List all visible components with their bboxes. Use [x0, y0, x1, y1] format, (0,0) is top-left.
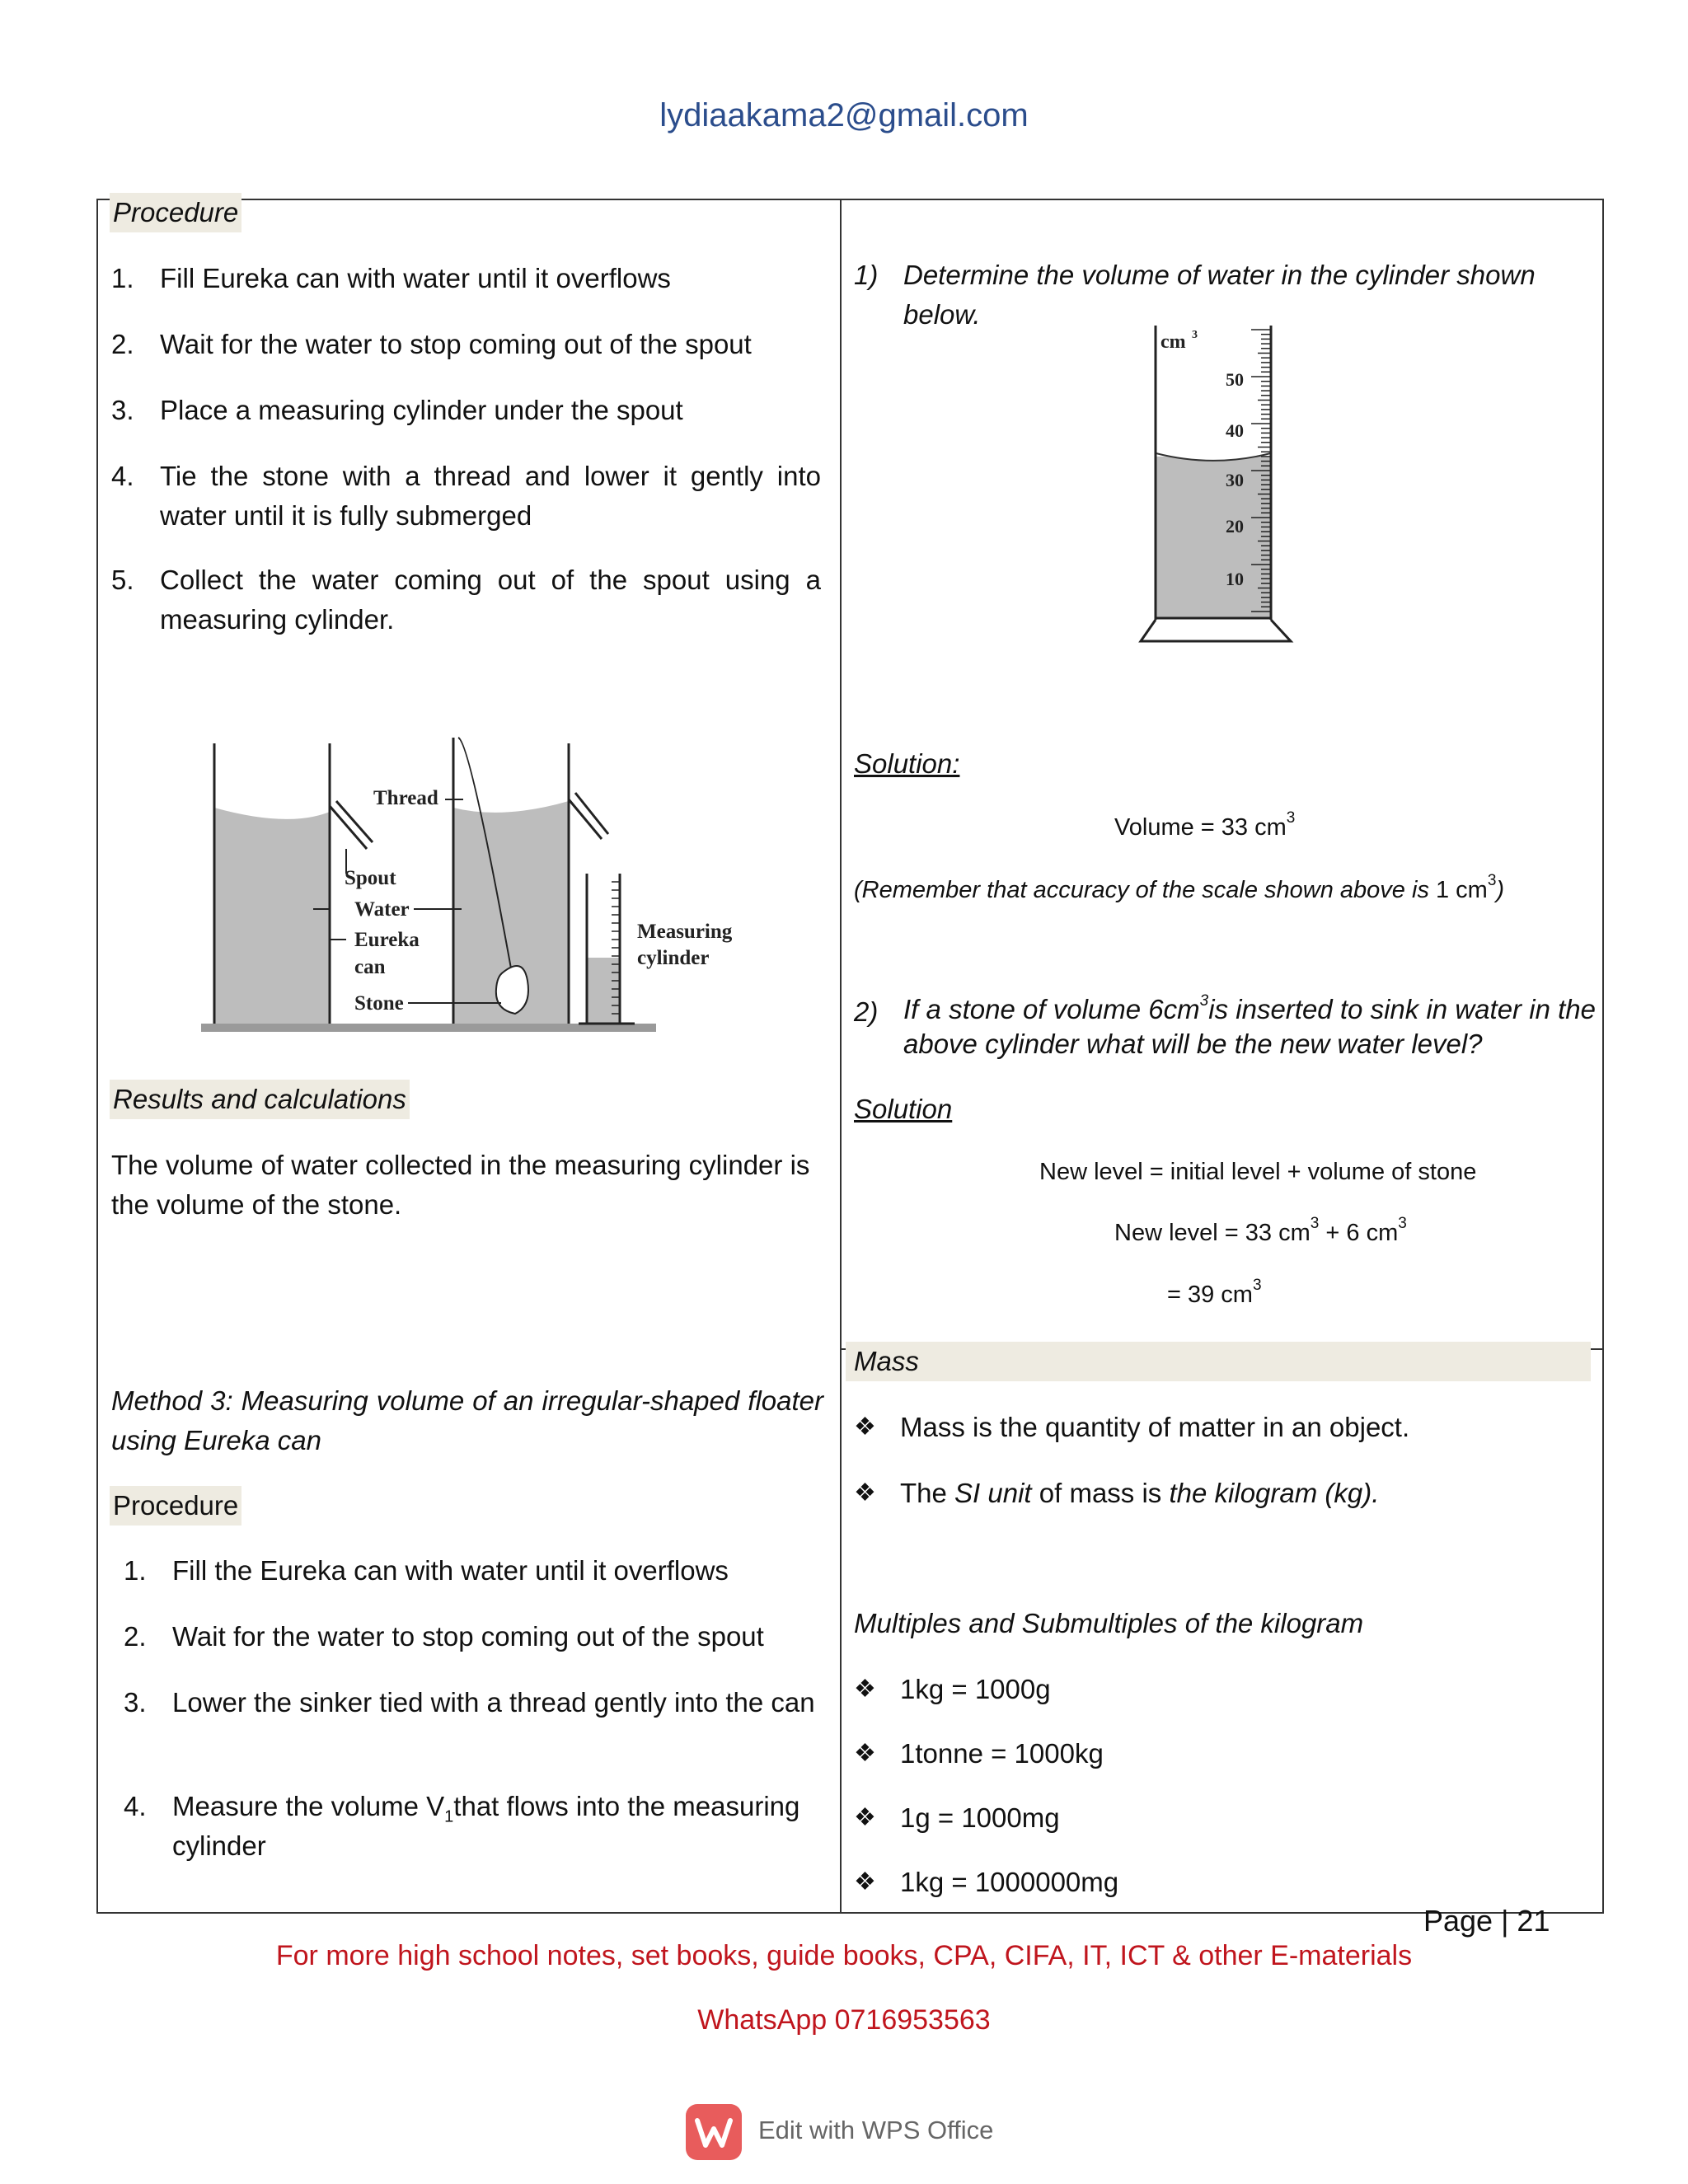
q2-text-a: If a stone of volume 6cm: [903, 994, 1200, 1024]
step-number: 1.: [111, 263, 134, 293]
method3-heading: Method 3: Measuring volume of an irregular-shaped floater using Eureka can: [111, 1385, 823, 1455]
cylinder-tick-label: 40: [1226, 420, 1244, 441]
si-mid: of mass is: [1031, 1478, 1170, 1508]
step-number: 5.: [111, 565, 134, 595]
whatsapp-contact: WhatsApp 0716953563: [697, 2004, 991, 2036]
results-heading: Results and calculations: [110, 1080, 410, 1119]
wps-logo-icon[interactable]: [686, 2104, 742, 2160]
cylinder-tick-label: 20: [1226, 516, 1244, 537]
sup-3: 3: [1398, 1215, 1407, 1233]
procedure2-step: Wait for the water to stop coming out of the spout: [172, 1621, 764, 1652]
step-number: 2.: [124, 1621, 147, 1652]
si-unit: SI unit: [954, 1478, 1032, 1508]
results-text: The volume of water collected in the measuring cylinder is the volume of the stone.: [111, 1150, 810, 1220]
si-kg: the kilogram (kg).: [1169, 1478, 1380, 1508]
procedure-step: Fill Eureka can with water until it overflows: [160, 263, 671, 293]
sup-3: 3: [1199, 992, 1209, 1010]
conversion-item: 1g = 1000mg: [900, 1802, 1060, 1833]
bullet-icon: ❖: [854, 1675, 876, 1703]
cylinder-tick-label: 50: [1226, 369, 1244, 390]
step4-text-rest: that flows into the measuring cylinder: [172, 1791, 800, 1861]
label-thread: Thread: [373, 787, 438, 809]
label-eureka: Eureka: [354, 929, 420, 951]
remember-close: ): [1496, 877, 1505, 903]
procedure-step: Wait for the water to stop coming out of the spout: [160, 329, 752, 359]
bullet-icon: ❖: [854, 1804, 876, 1831]
cylinder-unit: cm: [1160, 331, 1186, 353]
wps-edit-link[interactable]: Edit with WPS Office: [758, 2116, 994, 2144]
label-can: can: [354, 956, 386, 978]
bullet-icon: ❖: [854, 1479, 876, 1507]
label-measuring: Measuring: [637, 921, 733, 943]
q2-number: 2): [854, 996, 879, 1027]
step4-subscript: 1: [444, 1807, 454, 1826]
label-spout: Spout: [345, 867, 396, 889]
procedure-step: Collect the water coming out of the spout using a measuring cylinder.: [160, 565, 821, 635]
step-number: 3.: [124, 1687, 147, 1718]
eq2-b: + 6 cm: [1319, 1220, 1399, 1246]
cylinder-unit-sup: 3: [1192, 329, 1198, 341]
step4-text: Measure the volume V: [172, 1791, 445, 1821]
step-number: 3.: [111, 395, 134, 425]
remember-value: 1 cm: [1436, 877, 1488, 903]
header-email: lydiaakama2@gmail.com: [659, 97, 1029, 134]
procedure2-heading: Procedure: [110, 1486, 241, 1526]
page-number: Page | 21: [1423, 1904, 1550, 1938]
step-number: 4.: [124, 1791, 147, 1821]
procedure-step: Tie the stone with a thread and lower it gently into water until it is fully submerged: [160, 461, 821, 531]
remember-note: [854, 872, 1596, 908]
label-water: Water: [354, 898, 410, 921]
label-cylinder: cylinder: [637, 947, 710, 969]
column-divider: [840, 199, 842, 1914]
sup-3: 3: [1286, 809, 1296, 827]
eq3-text: = 39 cm: [1167, 1282, 1253, 1308]
conversion-item: 1kg = 1000g: [900, 1674, 1051, 1704]
sup-3: 3: [1252, 1277, 1262, 1295]
conversion-item: 1kg = 1000000mg: [900, 1867, 1119, 1897]
solution2-heading: Solution: [854, 1094, 953, 1124]
eureka-can-diagram: [198, 733, 733, 1047]
q2-text: [903, 992, 1596, 1062]
cylinder-tick-label: 30: [1226, 470, 1244, 490]
q2-text-b: is inserted to sink in water in the above cylinder what will be the new water level?: [903, 994, 1596, 1059]
procedure2-step: Lower the sinker tied with a thread gently into the can: [172, 1687, 815, 1718]
q1-number: 1): [854, 260, 879, 290]
equation-3: [1167, 1277, 1262, 1313]
solution1-heading: Solution:: [854, 748, 960, 779]
sup-3: 3: [1310, 1215, 1320, 1233]
volume-line: [1114, 809, 1295, 846]
si-unit-line: [900, 1474, 1601, 1513]
measuring-cylinder-figure: [1137, 321, 1302, 651]
step-number: 4.: [111, 461, 134, 491]
eq2-a: New level = 33 cm: [1114, 1220, 1311, 1246]
step-number: 1.: [124, 1555, 147, 1586]
sup-3: 3: [1487, 872, 1497, 890]
procedure2-step: Fill the Eureka can with water until it overflows: [172, 1555, 729, 1586]
equation-2: [1114, 1215, 1407, 1251]
mass-heading: Mass: [846, 1342, 1591, 1381]
step-number: 2.: [111, 329, 134, 359]
equation-1: New level = initial level + volume of stone: [1039, 1159, 1477, 1185]
bullet-icon: ❖: [854, 1413, 876, 1441]
volume-text: Volume = 33 cm: [1114, 814, 1287, 841]
remember-text: (Remember that accuracy of the scale shown above is: [854, 877, 1436, 903]
procedure-heading: Procedure: [110, 193, 241, 232]
bullet-icon: ❖: [854, 1868, 876, 1896]
label-stone: Stone: [354, 992, 404, 1015]
si-pre: The: [900, 1478, 955, 1508]
procedure2-step: [172, 1787, 823, 1866]
multiples-heading: Multiples and Submultiples of the kilogram: [854, 1608, 1364, 1638]
procedure-step: Place a measuring cylinder under the spout: [160, 395, 683, 425]
bullet-icon: ❖: [854, 1740, 876, 1767]
cylinder-tick-label: 10: [1226, 569, 1244, 589]
promo-text: For more high school notes, set books, guide books, CPA, CIFA, IT, ICT & other E-materials: [275, 1940, 1413, 1971]
mass-definition: Mass is the quantity of matter in an object.: [900, 1412, 1410, 1442]
conversion-item: 1tonne = 1000kg: [900, 1738, 1104, 1769]
q1-text: Determine the volume of water in the cylinder shown below.: [903, 260, 1536, 330]
